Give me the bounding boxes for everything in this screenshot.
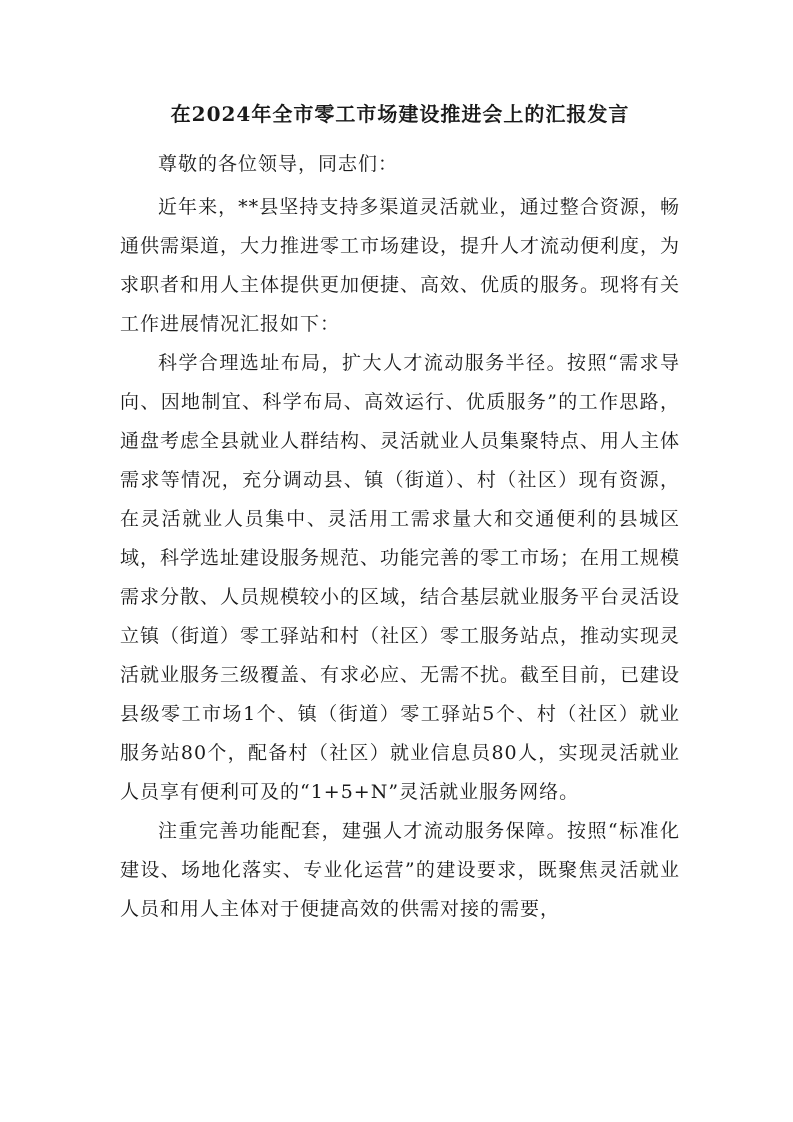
document-title: 在2024年全市零工市场建设推进会上的汇报发言 (170, 102, 630, 126)
paragraph-function-support: 注重完善功能配套，建强人才流动服务保障。按照“标准化建设、场地化落实、专业化运营”的建设要求，既聚焦灵活就业人员和用人主体对于便捷高效的供需对接的需要， (120, 820, 680, 920)
paragraph-intro: 近年来，**县坚持支持多渠道灵活就业，通过整合资源，畅通供需渠道，大力推进零工市场建设，提升人才流动便利度，为求职者和用人主体提供更加便捷、高效、优质的服务。现将有关工作进展情况汇报如下： (120, 196, 681, 335)
document-page (120, 96, 680, 929)
paragraph-site-layout: 科学合理选址布局，扩大人才流动服务半径。按照“需求导向、因地制宜、科学布局、高效运行、优质服务”的工作思路，通盘考虑全县就业人群结构、灵活就业人员集聚特点、用人主体需求等情况，充分调动县、镇（街道）、村（社区）现有资源，在灵活就业人员集中、灵活用工需求量大和交通便利的县城区域，科学选址建设服务规范、功能完善的零工市场；在用工规模需求分散、人员规模较小的区域，结合基层就业服务平台灵活设立镇（街道）零工驿站和村（社区）零工服务站点，推动实现灵活就业服务三级覆盖、有求必应、无需不扰。截至目前，已建设县级零工市场1个、镇（街道）零工驿站5个、村（社区）就业服务站80个，配备村（社区）就业信息员80人，实现灵活就业人员享有便利可及的“1+5+N”灵活就业服务网络。 (120, 352, 681, 803)
salutation: 尊敬的各位领导，同志们： (158, 153, 399, 175)
